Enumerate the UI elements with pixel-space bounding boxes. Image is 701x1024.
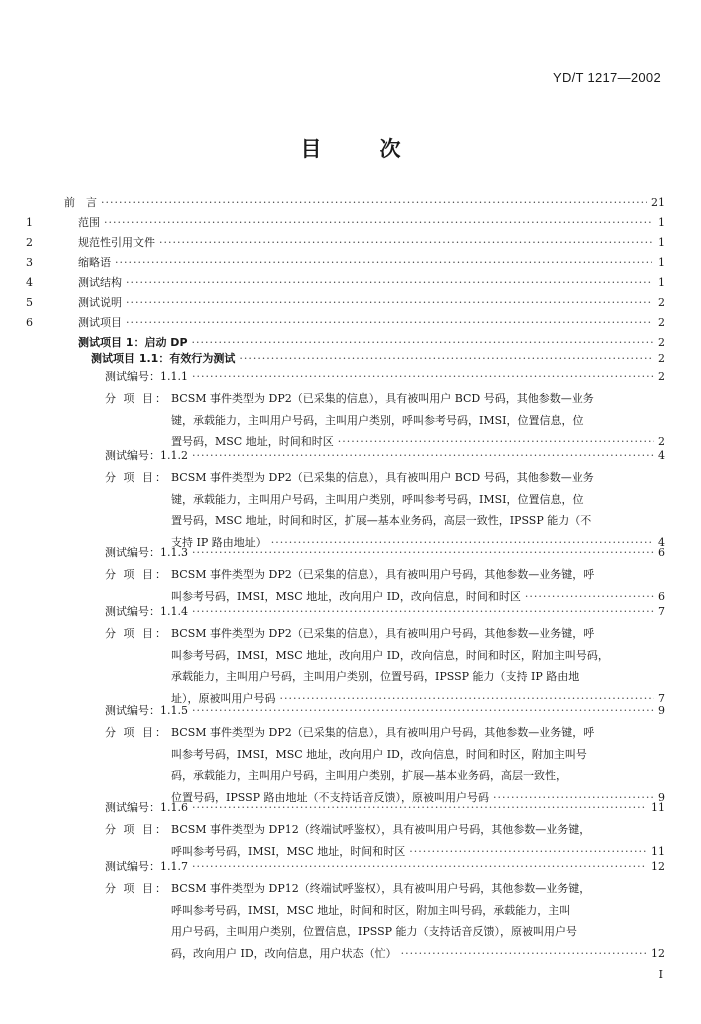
leader-dots — [192, 449, 654, 463]
toc-page-number: 2 — [658, 296, 665, 309]
toc-entry-id: 1.1.4 — [160, 605, 188, 618]
toc-entry-preface[interactable] — [64, 196, 665, 210]
leader-dots — [401, 943, 647, 957]
toc-entry-label: 测试编号： — [105, 860, 160, 873]
toc-page-number: 6 — [658, 589, 665, 603]
subitem-text-line: 址），原被叫用户号码 — [171, 691, 276, 705]
subitem-text-line: BCSM 事件类型为 DP2（已采集的信息），具有被叫用户号码，其他参数—业务键，呼 — [171, 568, 595, 581]
leader-dots — [192, 370, 654, 384]
leader-dots — [159, 236, 653, 250]
toc-entry-label: 测试项目 — [78, 316, 122, 329]
toc-entry-test-id[interactable] — [105, 605, 665, 619]
toc-entry-subitem[interactable] — [105, 623, 665, 709]
subitem-text-line: 支持 IP 路由地址） — [171, 535, 267, 549]
subitem-text-line: 位置号码，IPSSP 路由地址（不支持话音反馈），原被叫用户号码 — [171, 790, 490, 804]
toc-entry-test-id[interactable] — [105, 801, 665, 815]
leader-dots — [192, 801, 647, 815]
toc-page-number: 2 — [658, 435, 665, 448]
toc-entry-label: 规范性引用文件 — [78, 236, 155, 249]
toc-entry-label: 测试编号： — [105, 449, 160, 462]
toc-entry-number: 2 — [26, 236, 33, 249]
subitem-text-line: 叫参考号码，IMSI，MSC 地址，改向用户 ID，改向信息，时间和时区，附加主叫号码， — [171, 648, 609, 662]
leader-dots — [525, 586, 654, 600]
toc-entry-number: 6 — [26, 316, 33, 329]
toc-page-number: 21 — [651, 196, 665, 209]
subitem-text-line: 叫参考号码，IMSI，MSC 地址，改向用户 ID，改向信息，时间和时区 — [171, 589, 521, 603]
title-right-char: 次 — [379, 137, 401, 161]
leader-dots — [338, 431, 654, 445]
subitem-text-line: 键，承载能力，主叫用户号码，主叫用户类别，呼叫参考号码，IMSI，位置信息，位 — [171, 492, 584, 506]
toc-entry-id: 1.1.3 — [160, 546, 188, 559]
toc-entry-label: 范围 — [78, 216, 100, 229]
toc-page-number: 2 — [658, 316, 665, 329]
toc-page-number: 7 — [658, 691, 665, 705]
subitem-text-line: 呼叫参考号码，IMSI，MSC 地址，时间和时区 — [171, 844, 406, 858]
toc-page-number: 2 — [658, 370, 665, 383]
toc-entry-label: 测试编号： — [105, 605, 160, 618]
toc-entry-label: 测试编号： — [105, 546, 160, 559]
leader-dots — [126, 316, 652, 330]
leader-dots — [192, 704, 654, 718]
page-title — [0, 133, 701, 163]
toc-entry-number: 3 — [26, 256, 33, 269]
toc-page-number: 9 — [658, 704, 665, 717]
toc-page-number: 2 — [658, 352, 665, 365]
toc-page-number: 12 — [651, 860, 665, 873]
leader-dots — [101, 196, 647, 210]
toc-entry-test-id[interactable] — [105, 546, 665, 560]
leader-dots — [126, 296, 652, 310]
toc-entry-test-id[interactable] — [105, 704, 665, 718]
toc-entry-number: 5 — [26, 296, 33, 309]
subitem-text-line: BCSM 事件类型为 DP2（已采集的信息），具有被叫用户号码，其他参数—业务键，呼 — [171, 726, 595, 739]
toc-page-number: 11 — [651, 801, 665, 814]
toc-entry-id: 1.1.6 — [160, 801, 188, 814]
subitem-text-line: BCSM 事件类型为 DP2（已采集的信息），具有被叫用户 BCD 号码，其他参数—业务 — [171, 471, 594, 484]
subitem-text-line: BCSM 事件类型为 DP12（终端试呼鉴权），具有被叫用户号码，其他参数—业务键， — [171, 823, 591, 836]
toc-entry-chapter[interactable] — [26, 316, 665, 330]
toc-entry-chapter[interactable] — [26, 236, 665, 250]
toc-entry-label: 测试结构 — [78, 276, 122, 289]
leader-dots — [271, 532, 654, 546]
subitem-text-line: BCSM 事件类型为 DP2（已采集的信息），具有被叫用户 BCD 号码，其他参数—业务 — [171, 392, 594, 405]
subitem-text-line: 叫参考号码，IMSI，MSC 地址，改向用户 ID，改向信息，时间和时区，附加主叫号 — [171, 747, 587, 761]
toc-page-number: 1 — [658, 256, 665, 269]
toc-entry-id: 1.1.2 — [160, 449, 188, 462]
subitem-text-line: 置号码，MSC 地址，时间和时区 — [171, 435, 334, 448]
toc-page-number: 4 — [658, 535, 665, 549]
toc-entry-project-1-1[interactable] — [91, 352, 665, 366]
subitem-text-line: 码，改向用户 ID，改向信息，用户状态（忙） — [171, 946, 397, 960]
toc-entry-test-id[interactable] — [105, 449, 665, 463]
subitem-text-line: 用户号码，主叫用户类别，位置信息，IPSSP 能力（支持话音反馈），原被叫用户号 — [171, 925, 578, 938]
toc-page-number: 1 — [658, 216, 665, 229]
toc-entry-subitem[interactable] — [105, 564, 665, 607]
toc-entry-id: 1.1.5 — [160, 704, 188, 717]
toc-page-number: 2 — [658, 336, 665, 349]
title-left-char: 目 — [300, 137, 322, 161]
toc-entry-test-id[interactable] — [105, 370, 665, 384]
toc-entry-subitem[interactable] — [105, 819, 665, 862]
subitem-label: 分 项 目： — [105, 471, 168, 484]
toc-page-number: 1 — [658, 276, 665, 289]
toc-entry-subitem[interactable] — [105, 722, 665, 808]
toc-page-number: 9 — [658, 790, 665, 804]
leader-dots — [192, 546, 654, 560]
page-number: I — [658, 968, 663, 981]
toc-entry-test-id[interactable] — [105, 860, 665, 874]
subitem-text-line: 码，承载能力，主叫用户号码，主叫用户类别，扩展—基本业务码，高层一致性， — [171, 769, 567, 782]
leader-dots — [493, 787, 654, 801]
leader-dots — [409, 841, 647, 855]
toc-entry-subitem[interactable] — [105, 878, 665, 964]
leader-dots — [192, 336, 654, 350]
toc-entry-id: 1.1.1 — [160, 370, 188, 383]
subitem-text-line: 呼叫参考号码，IMSI，MSC 地址，时间和时区，附加主叫号码，承载能力，主叫 — [171, 903, 571, 917]
leader-dots — [192, 860, 647, 874]
toc-entry-label: 测试编号： — [105, 704, 160, 717]
toc-entry-chapter[interactable] — [26, 276, 665, 290]
toc-entry-label: 测试项目 1：启动 DP — [78, 336, 188, 349]
subitem-label: 分 项 目： — [105, 882, 168, 895]
toc-entry-subitem[interactable] — [105, 467, 665, 553]
leader-dots — [192, 605, 654, 619]
subitem-text-line: 置号码，MSC 地址，时间和时区，扩展—基本业务码，高层一致性，IPSSP 能力（不 — [171, 514, 592, 527]
leader-dots — [104, 216, 652, 230]
subitem-label: 分 项 目： — [105, 627, 168, 640]
toc-page-number: 7 — [658, 605, 665, 618]
leader-dots — [115, 256, 652, 270]
toc-entry-chapter[interactable] — [26, 216, 665, 230]
toc-entry-label: 测试项目 1.1：有效行为测试 — [91, 352, 236, 365]
toc-entry-id: 1.1.7 — [160, 860, 188, 873]
subitem-text-line: BCSM 事件类型为 DP12（终端试呼鉴权），具有被叫用户号码，其他参数—业务键， — [171, 882, 591, 895]
toc-entry-label: 测试编号： — [105, 801, 160, 814]
toc-page-number: 4 — [658, 449, 665, 462]
subitem-text-line: BCSM 事件类型为 DP2（已采集的信息），具有被叫用户号码，其他参数—业务键，呼 — [171, 627, 595, 640]
leader-dots — [126, 276, 652, 290]
toc-entry-project-1[interactable] — [78, 336, 665, 350]
toc-entry-number: 4 — [26, 276, 33, 289]
toc-page-number: 11 — [651, 844, 665, 858]
toc-entry-subitem[interactable] — [105, 388, 665, 453]
toc-page-number: 1 — [658, 236, 665, 249]
toc-page-number: 12 — [651, 946, 665, 960]
subitem-text-line: 承载能力，主叫用户号码，主叫用户类别，位置号码，IPSSP 能力（支持 IP 路由地 — [171, 670, 580, 683]
standard-number: YD/T 1217—2002 — [552, 70, 661, 85]
toc-page-number: 6 — [658, 546, 665, 559]
subitem-label: 分 项 目： — [105, 823, 168, 836]
toc-entry-number: 1 — [26, 216, 33, 229]
subitem-label: 分 项 目： — [105, 726, 168, 739]
subitem-label: 分 项 目： — [105, 392, 168, 405]
toc-entry-label: 测试编号： — [105, 370, 160, 383]
toc-entry-label: 缩略语 — [78, 256, 111, 269]
subitem-label: 分 项 目： — [105, 568, 168, 581]
toc-entry-chapter[interactable] — [26, 296, 665, 310]
leader-dots — [239, 352, 654, 366]
leader-dots — [280, 688, 655, 702]
toc-entry-chapter[interactable] — [26, 256, 665, 270]
toc-entry-label: 测试说明 — [78, 296, 122, 309]
toc-entry-label: 前 言 — [64, 196, 97, 209]
subitem-text-line: 键，承载能力，主叫用户号码，主叫用户类别，呼叫参考号码，IMSI，位置信息，位 — [171, 413, 584, 427]
